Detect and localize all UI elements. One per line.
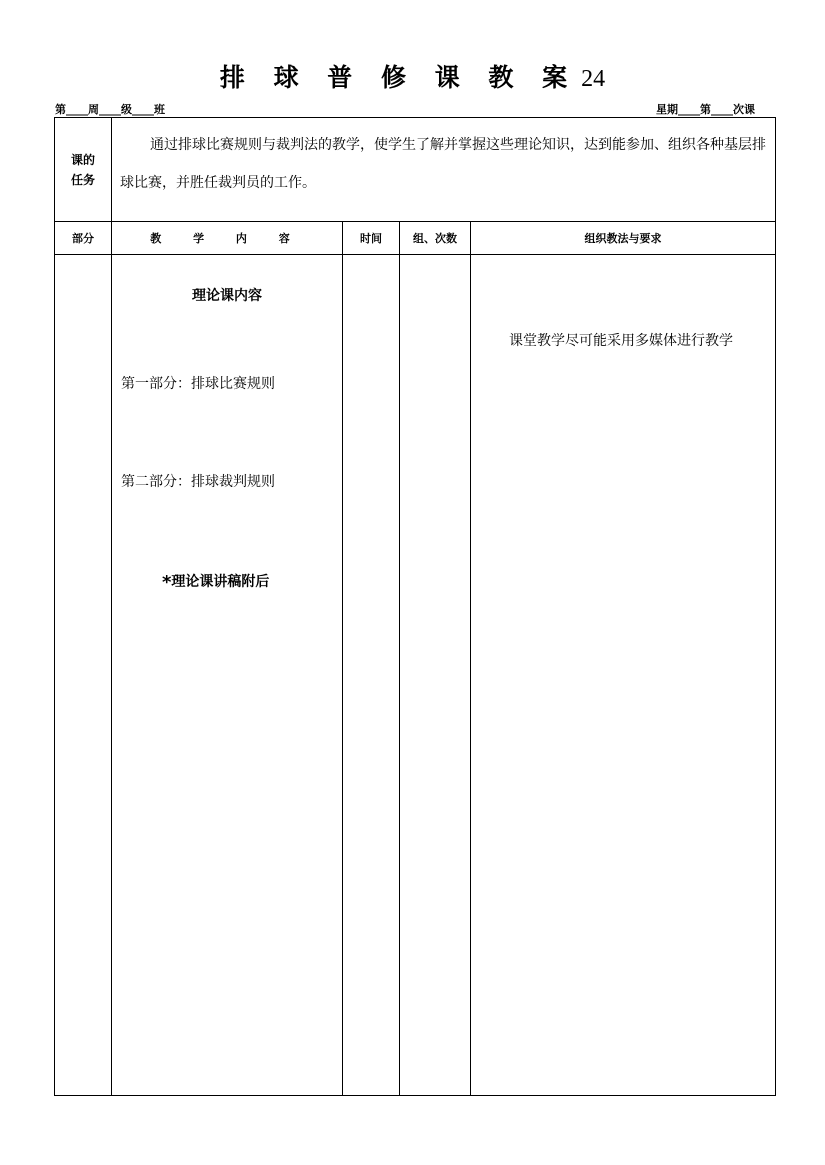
method-text: 课堂教学尽可能采用多媒体进行教学 bbox=[509, 333, 733, 349]
task-row bbox=[55, 118, 776, 222]
title-main: 排 球 普 修 课 教 案 bbox=[219, 63, 578, 92]
col-groups-header: 组、次数 bbox=[400, 222, 471, 255]
method-text-block bbox=[481, 319, 771, 364]
method-cell bbox=[471, 255, 776, 1096]
title-number: 24 bbox=[581, 66, 606, 92]
task-label-line2: 任务 bbox=[70, 172, 95, 187]
task-label-line1: 课的 bbox=[70, 152, 95, 167]
col-time-header: 时间 bbox=[343, 222, 400, 255]
page-title bbox=[0, 58, 825, 94]
task-text: 通过排球比赛规则与裁判法的教学，使学生了解并掌握这些理论知识，达到能参加、组织各种基层排球比赛，并胜任裁判员的工作。 bbox=[120, 137, 766, 191]
content-part1: 第一部分：排球比赛规则 bbox=[121, 376, 275, 392]
weekday-lesson-line: 星期____第____次课 bbox=[656, 103, 755, 116]
content-title: 理论课内容 bbox=[192, 288, 262, 304]
col-content-header: 教 学 内 容 bbox=[112, 222, 343, 255]
task-label bbox=[55, 118, 112, 222]
col-part-header: 部分 bbox=[55, 222, 112, 255]
content-cell bbox=[112, 255, 343, 1096]
groups-cell bbox=[400, 255, 471, 1096]
lesson-plan-table bbox=[54, 117, 776, 1096]
part-cell bbox=[55, 255, 112, 1096]
time-cell bbox=[343, 255, 400, 1096]
col-method-header: 组织教法与要求 bbox=[471, 222, 776, 255]
note-text: 理论课讲稿附后 bbox=[171, 574, 270, 590]
task-text-cell bbox=[112, 118, 776, 222]
content-part2: 第二部分：排球裁判规则 bbox=[121, 474, 275, 490]
body-row bbox=[55, 255, 776, 1096]
week-grade-class-line: 第____周____级____班 bbox=[55, 103, 165, 116]
note-star: * bbox=[162, 572, 172, 593]
column-header-row bbox=[55, 222, 776, 255]
content-note bbox=[162, 571, 269, 593]
